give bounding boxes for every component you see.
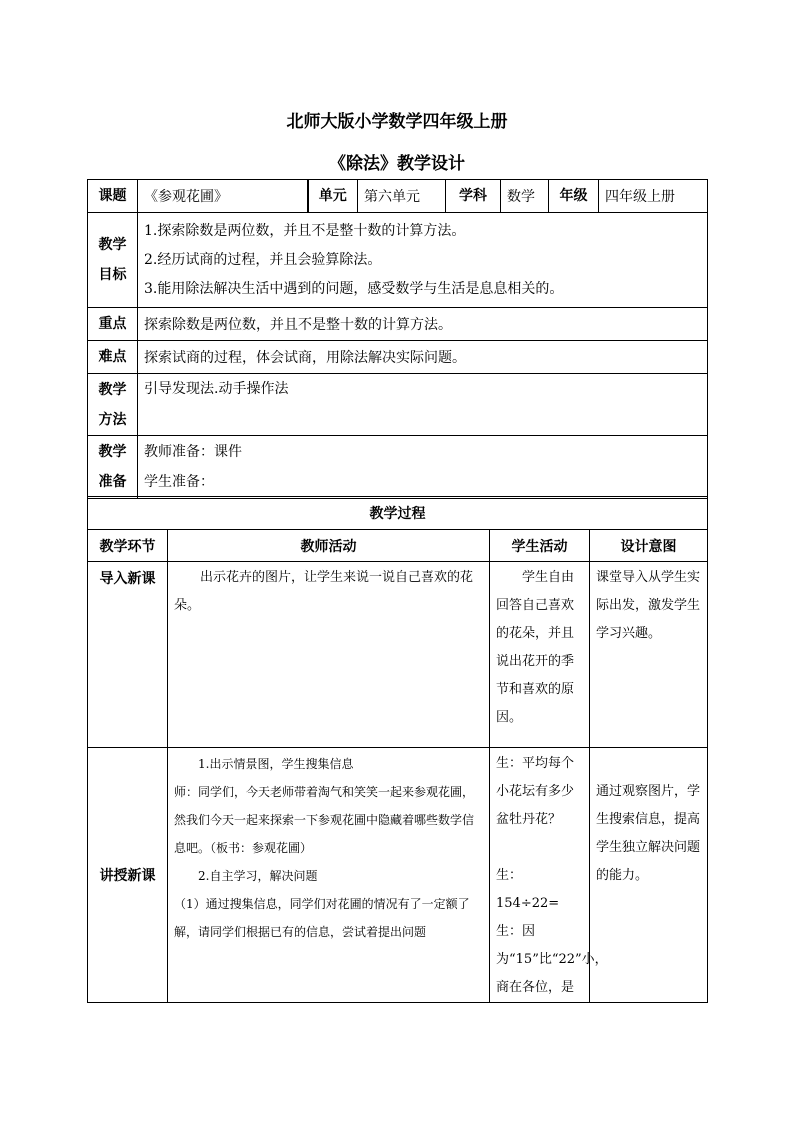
prep-label [88,436,138,499]
process-title: 教学过程 [88,497,708,530]
header-teacher-activity: 教师活动 [168,530,490,562]
teacher-activity-text: 师：同学们，今天老师带着淘气和笑笑一起来参观花圃，然我们今天一起来探索一下参观花圃中隐藏着哪些数学信息吧。（板书：参观花圃） [174,785,475,855]
goals-label [88,213,138,308]
teaching-process-table [87,496,708,1003]
key-point-value: 探索除数是两位数，并且不是整十数的计算方法。 [138,308,708,341]
design-intent-text: 课堂导入从学生实际出发，激发学生学习兴趣。 [596,570,701,641]
subject-label: 学科 [446,180,501,213]
teacher-activity-text: （1）通过搜集信息，同学们对花圃的情况有了一定额了解，请同学们根据已有的信息，尝试着提出问题 [174,897,470,939]
difficulty-value: 探索试商的过程，体会试商，用除法解决实际问题。 [138,341,708,374]
topic-label: 课题 [88,180,138,213]
teacher-activity-cell [168,562,490,748]
student-activity-cell [490,748,608,1003]
method-label-line-2: 方法 [98,411,127,428]
student-activity-text: 生：因为“15”比“22”小，商在各位，是 [496,924,608,995]
stage-cell: 讲授新课 [88,748,168,1003]
method-label-line-1: 教学 [98,381,127,398]
header-design-intent: 设计意图 [590,530,708,562]
lesson-info-table [87,179,708,499]
prep-label-line-2: 准备 [98,474,127,490]
document-subtitle: 《除法》教学设计 [329,154,465,174]
grade-value: 四年级上册 [599,180,708,213]
goal-item: 2.经历试商的过程，并且会验算除法。 [144,251,382,268]
method-value: 引导发现法.动手操作法 [138,374,708,436]
method-label [88,374,138,436]
prep-label-line-1: 教学 [98,444,127,460]
unit-value: 第六单元 [358,180,446,213]
goals-label-line-1: 教学 [98,237,127,253]
unit-label: 单元 [308,180,358,213]
goals-content [138,213,708,308]
teacher-activity-text: 1.出示情景图，学生搜集信息 [198,757,354,771]
prep-teacher: 教师准备：课件 [144,444,242,460]
student-activity-text: 生：154÷22= [496,868,560,911]
teacher-activity-cell [168,748,490,1003]
prep-student: 学生准备： [144,474,214,490]
subject-value: 数学 [501,180,549,213]
prep-content [138,436,708,499]
table-row [88,748,708,1003]
grade-label: 年级 [549,180,599,213]
student-activity-cell [490,562,590,748]
topic-value: 《参观花圃》 [138,180,308,213]
stage-cell: 导入新课 [88,562,168,748]
design-intent-cell [590,562,708,748]
teacher-activity-text: 2.自主学习，解决问题 [198,869,318,883]
header-student-activity: 学生活动 [490,530,590,562]
difficulty-label: 难点 [88,341,138,374]
student-activity-text: 生：平均每个小花坛有多少盆牡丹花？ [496,756,575,827]
teacher-activity-text: 出示花卉的图片，让学生来说一说自己喜欢的花朵。 [174,570,474,613]
goal-item: 1.探索除数是两位数，并且不是整十数的计算方法。 [144,222,466,239]
student-activity-text: 学生自由回答自己喜欢的花朵，并且说出花开的季节和喜欢的原因。 [496,570,575,725]
goals-label-line-2: 目标 [98,267,127,283]
design-intent-text: 通过观察图片，学生搜索信息，提高学生独立解决问题的能力。 [596,784,701,883]
key-point-label: 重点 [88,308,138,341]
table-row [88,562,708,748]
document-title: 北师大版小学数学四年级上册 [286,112,508,132]
goal-item: 3.能用除法解决生活中遇到的问题，感受数学与生活是息息相关的。 [144,280,564,297]
header-stage: 教学环节 [88,530,168,562]
